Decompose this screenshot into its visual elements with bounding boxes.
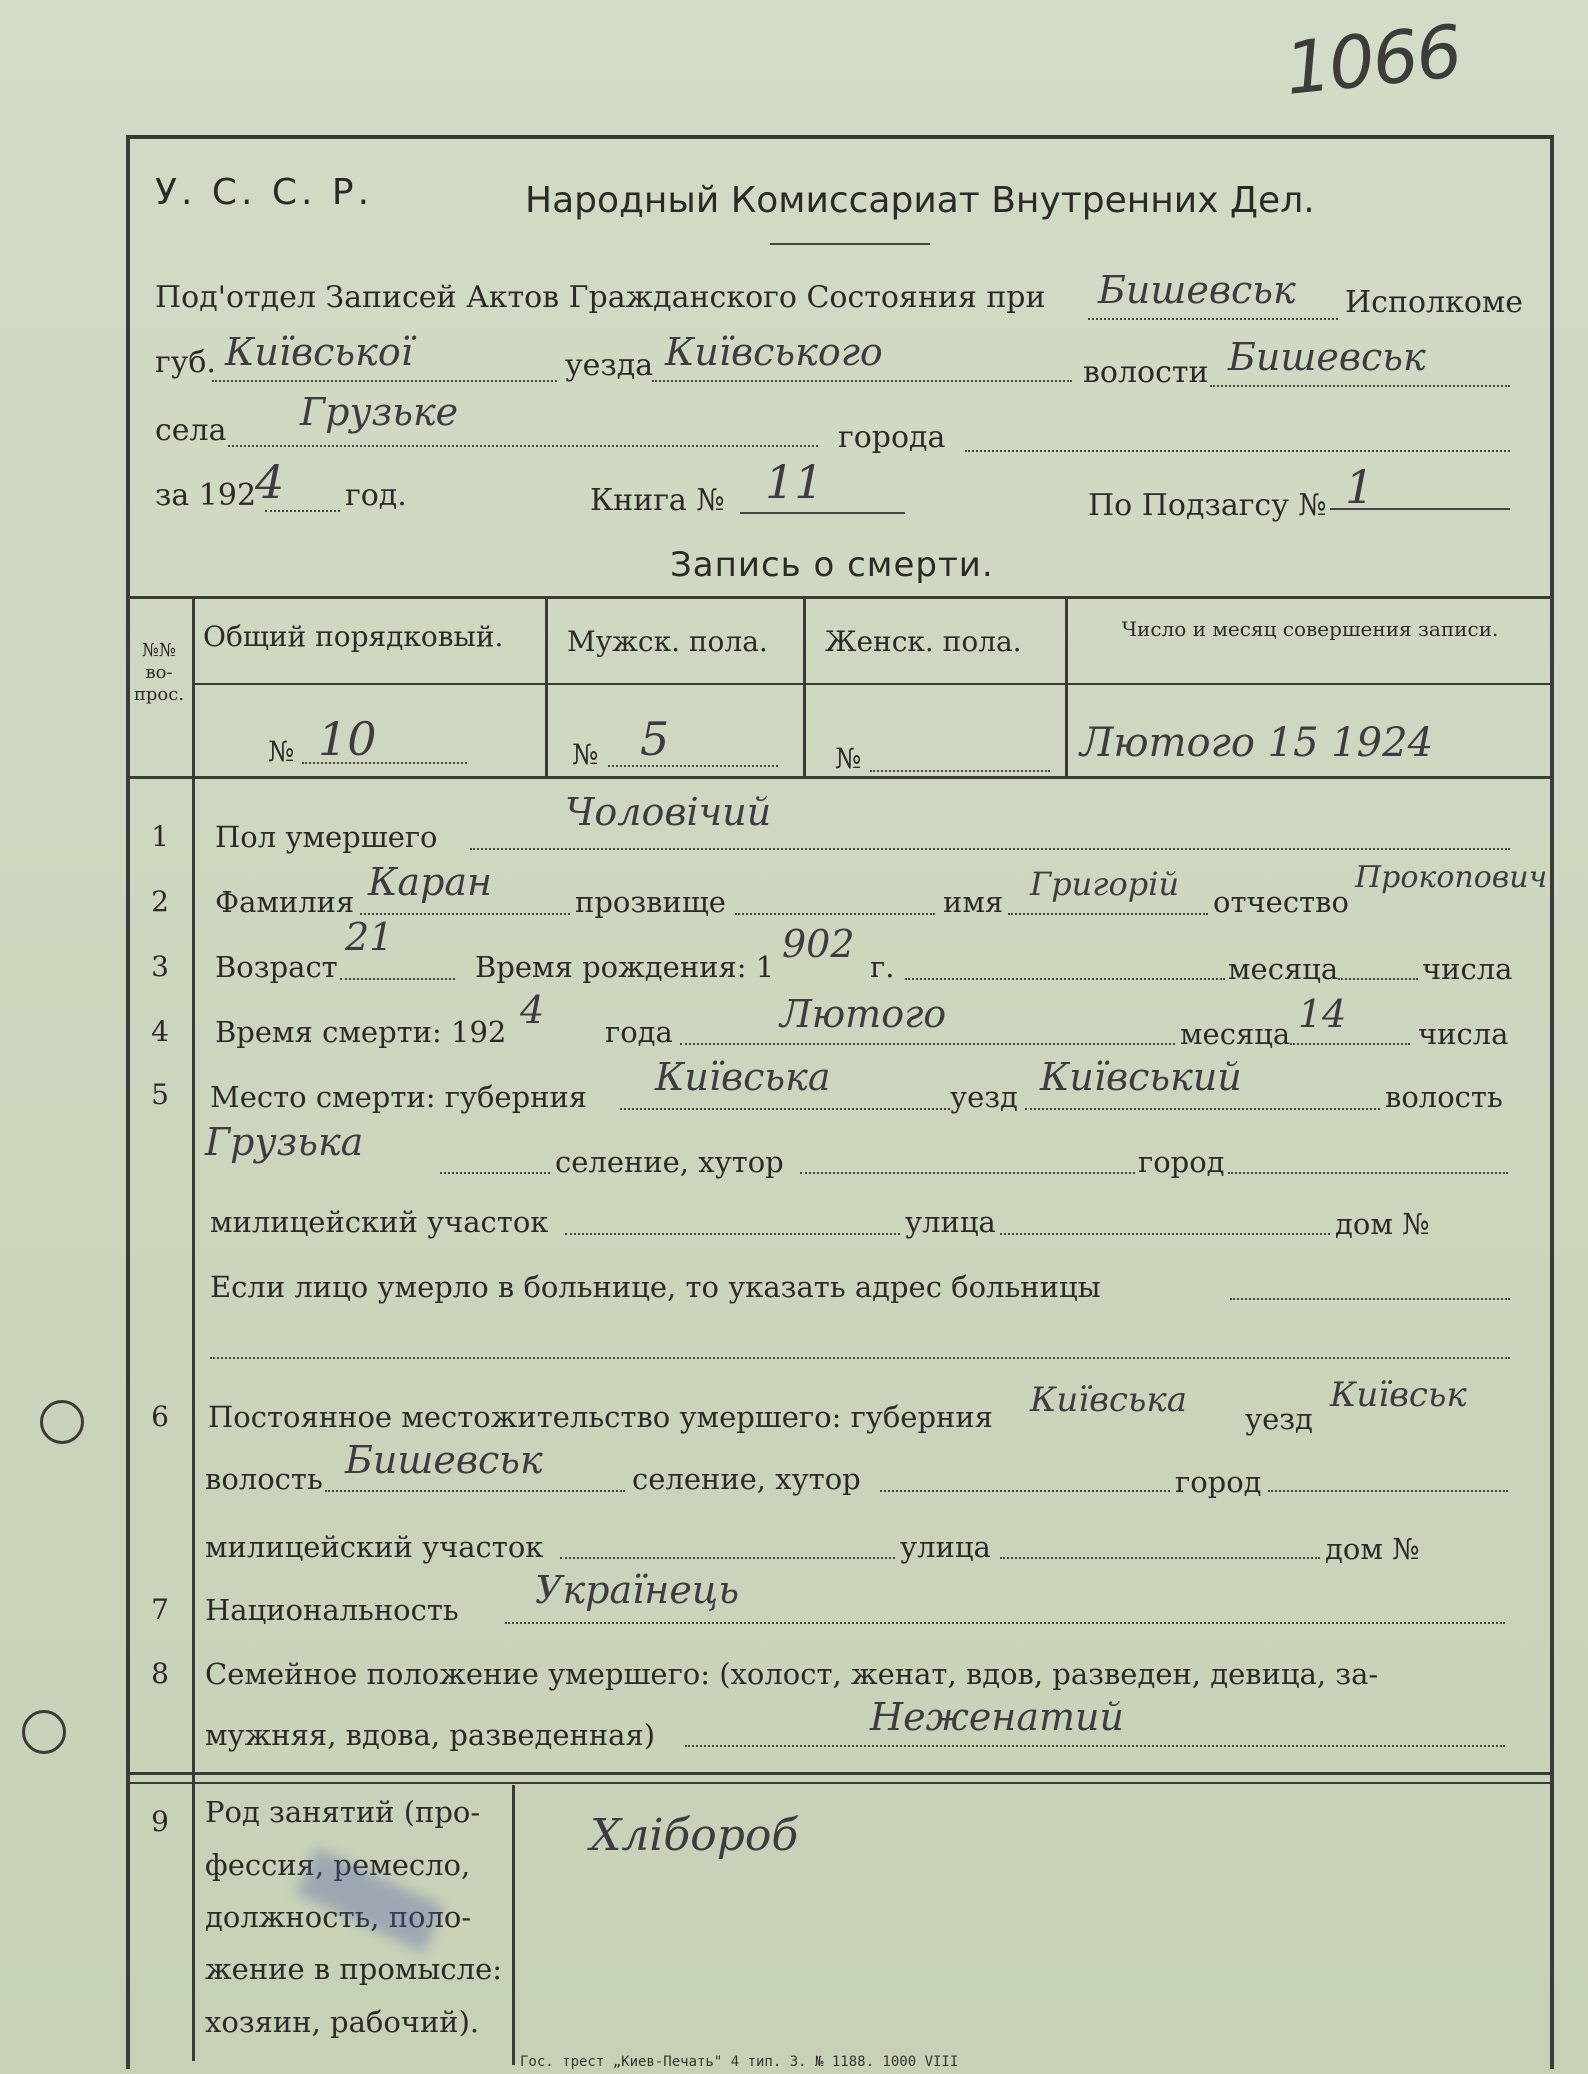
- fill-line: [1008, 913, 1208, 915]
- q2-patronymic-value: Прокопович: [1355, 860, 1548, 895]
- q2-nickname-label: прозвище: [575, 885, 726, 919]
- fill-line: [652, 380, 1072, 382]
- q6-street-label: улица: [900, 1530, 991, 1564]
- q6-volost-label: волость: [205, 1462, 323, 1496]
- selo-value: Грузьке: [300, 390, 459, 434]
- q5-uezd-label: уезд: [950, 1080, 1018, 1114]
- q5-village-value: Грузька: [205, 1120, 364, 1164]
- archive-number: 1066: [1281, 9, 1465, 111]
- uezd-value: Київського: [665, 330, 883, 374]
- row-number: 6: [151, 1400, 169, 1433]
- fill-line: [1230, 1298, 1510, 1300]
- gub-label: губ.: [155, 345, 216, 380]
- q9-line: Род занятий (про-: [205, 1795, 481, 1829]
- year-suffix: год.: [345, 478, 407, 513]
- table-rule: [545, 596, 548, 776]
- q1-value: Чоловічий: [565, 790, 772, 834]
- fill-line: [212, 380, 557, 382]
- q5-place-label: Место смерти: губерния: [210, 1080, 588, 1114]
- q3-day-label: числа: [1422, 952, 1513, 986]
- q2-surname-label: Фамилия: [215, 885, 355, 919]
- record-title: Запись о смерти.: [670, 545, 994, 585]
- q8-value: Неженатий: [870, 1695, 1124, 1739]
- divider: [770, 243, 930, 245]
- q4-day-value: 14: [1298, 992, 1347, 1036]
- fill-line: [505, 1622, 1505, 1624]
- fill-line: [210, 1357, 1510, 1359]
- general-number-value: 10: [318, 712, 377, 766]
- fill-line: [1290, 1043, 1410, 1045]
- uezd-label: уезда: [565, 348, 654, 383]
- fill-line: [620, 1108, 950, 1110]
- row-number: 7: [151, 1593, 169, 1626]
- fill-line: [560, 1557, 895, 1559]
- row-number: 3: [151, 950, 169, 983]
- q5-hospital-label: Если лицо умерло в больнице, то указать адрес больницы: [210, 1270, 1101, 1304]
- q4-death-label: Время смерти: 192: [215, 1015, 507, 1049]
- fill-line: [800, 1172, 1135, 1174]
- fill-line: [565, 1233, 900, 1235]
- row-number: 2: [151, 885, 169, 918]
- table-rule: [126, 596, 1550, 599]
- fill-line: [965, 450, 1510, 452]
- q4-month-label: месяца: [1180, 1017, 1291, 1051]
- fill-line: [1025, 1108, 1380, 1110]
- q6-residence-label: Постоянное местожительство умершего: губерния: [208, 1400, 993, 1434]
- row-number: 5: [151, 1078, 169, 1111]
- female-header: Женск. пола.: [825, 625, 1022, 658]
- q3-age-value: 21: [345, 915, 394, 959]
- female-no-label: №: [835, 742, 862, 775]
- q5-police-label: милицейский участок: [210, 1205, 549, 1239]
- volost-label: волости: [1083, 355, 1209, 390]
- q6-village-label: селение, хутор: [632, 1462, 861, 1496]
- fill-line: [905, 978, 1225, 980]
- book-value: 11: [765, 455, 824, 509]
- gorod-label: города: [838, 420, 946, 455]
- q6-police-label: милицейский участок: [205, 1530, 544, 1564]
- q7-value: Українець: [535, 1568, 740, 1612]
- fill-line: [740, 512, 905, 514]
- question-numbers-header: №№ во-прос.: [133, 640, 185, 705]
- fill-line: [870, 770, 1050, 772]
- q9-line: фессия, ремесло,: [205, 1848, 471, 1882]
- q2-surname-value: Каран: [368, 860, 493, 904]
- fill-line: [470, 848, 1510, 850]
- q9-line: хозяин, рабочий).: [205, 2005, 480, 2039]
- q3-birth-label: Время рождения: 1: [475, 950, 775, 984]
- table-rule: [126, 776, 1550, 779]
- q2-name-value: Григорій: [1030, 865, 1180, 903]
- table-rule: [126, 1772, 1550, 1775]
- fill-line: [608, 765, 778, 767]
- q3-age-label: Возраст: [215, 950, 338, 984]
- volost-value: Бишевськ: [1228, 335, 1426, 379]
- q5-city-label: город: [1138, 1145, 1225, 1179]
- commissariat-title: Народный Комиссариат Внутренних Дел.: [525, 180, 1315, 221]
- fill-line: [1210, 385, 1510, 387]
- record-date-value: Лютого 15 1924: [1080, 720, 1434, 766]
- q9-value: Хлібороб: [590, 1810, 799, 1861]
- punch-hole: [40, 1400, 84, 1444]
- q6-city-label: город: [1175, 1465, 1262, 1499]
- subrecord-value: 1: [1345, 460, 1375, 514]
- table-rule: [192, 596, 195, 2061]
- q7-label: Национальность: [205, 1593, 459, 1627]
- general-no-label: №: [268, 735, 295, 768]
- printer-imprint: Гос. трест „Киев-Печать" 4 тип. 3. № 1188. 1000 VIII: [520, 2054, 959, 2070]
- q3-birth-value: 902: [782, 922, 855, 966]
- fill-line: [1338, 978, 1418, 980]
- q6-uezd-value: Київськ: [1330, 1375, 1467, 1415]
- general-number-header: Общий порядковый.: [203, 620, 504, 653]
- row-number: 4: [151, 1015, 169, 1048]
- fill-line: [1000, 1557, 1320, 1559]
- q1-label: Пол умершего: [215, 820, 438, 854]
- row-number: 9: [151, 1805, 169, 1838]
- table-rule: [1065, 596, 1068, 776]
- q3-month-label: месяца: [1228, 952, 1339, 986]
- q9-line: должность, поло-: [205, 1900, 472, 1934]
- fill-line: [1000, 1233, 1330, 1235]
- q5-gub-value: Київська: [655, 1055, 831, 1099]
- q2-patronymic-label: отчество: [1213, 885, 1349, 919]
- table-rule: [512, 1785, 515, 2065]
- q6-volost-value: Бишевськ: [345, 1438, 543, 1482]
- q8-line2: мужняя, вдова, разведенная): [205, 1718, 656, 1752]
- q5-house-label: дом №: [1335, 1207, 1430, 1241]
- q9-line: жение в промысле:: [205, 1952, 503, 1986]
- selo-label: села: [155, 413, 227, 448]
- q8-line1: Семейное положение умершего: (холост, женат, вдов, разведен, девица, за-: [205, 1657, 1379, 1691]
- q2-name-label: имя: [943, 885, 1004, 919]
- table-rule: [192, 683, 1550, 685]
- q5-uezd-value: Київський: [1040, 1055, 1242, 1099]
- punch-hole: [22, 1710, 66, 1754]
- q5-village-label: селение, хутор: [555, 1145, 784, 1179]
- fill-line: [680, 1043, 1175, 1045]
- book-label: Книга №: [590, 483, 725, 518]
- q6-house-label: дом №: [1325, 1532, 1420, 1566]
- q4-month-value: Лютого: [780, 992, 947, 1036]
- q5-volost-label: волость: [1385, 1080, 1503, 1114]
- table-rule: [126, 1782, 1550, 1784]
- q6-uezd-label: уезд: [1245, 1402, 1313, 1436]
- male-no-label: №: [572, 738, 599, 771]
- date-header: Число и месяц совершения записи.: [1121, 617, 1499, 641]
- q4-year-label: года: [605, 1015, 673, 1049]
- row-number: 8: [151, 1657, 169, 1690]
- year-value: 4: [255, 455, 285, 509]
- table-rule: [803, 596, 806, 776]
- office-line-prefix: Под'отдел Записей Актов Гражданского Состояния при: [155, 280, 1046, 315]
- male-number-value: 5: [640, 712, 670, 766]
- q5-street-label: улица: [905, 1205, 996, 1239]
- year-label: за 192: [155, 478, 257, 513]
- fill-line: [880, 1490, 1170, 1492]
- q4-day-label: числа: [1418, 1017, 1509, 1051]
- fill-line: [265, 510, 340, 512]
- state-title: У. С. С. Р.: [155, 172, 374, 213]
- male-header: Мужск. пола.: [567, 625, 768, 658]
- fill-line: [685, 1745, 1505, 1747]
- fill-line: [1268, 1490, 1508, 1492]
- row-number: 1: [151, 820, 169, 853]
- fill-line: [1088, 318, 1338, 320]
- gub-value: Київської: [225, 330, 413, 374]
- fill-line: [228, 445, 818, 447]
- fill-line: [340, 978, 455, 980]
- fill-line: [325, 1490, 625, 1492]
- executive-committee-value: Бишевськ: [1098, 268, 1296, 312]
- q4-death-value: 4: [520, 988, 545, 1032]
- q3-g-label: г.: [870, 950, 895, 984]
- fill-line: [1228, 1172, 1508, 1174]
- q6-gub-value: Київська: [1030, 1380, 1188, 1420]
- subrecord-label: По Подзагсу №: [1088, 488, 1327, 523]
- fill-line: [735, 913, 935, 915]
- fill-line: [440, 1172, 550, 1174]
- office-line-suffix: Исполкоме: [1345, 285, 1523, 320]
